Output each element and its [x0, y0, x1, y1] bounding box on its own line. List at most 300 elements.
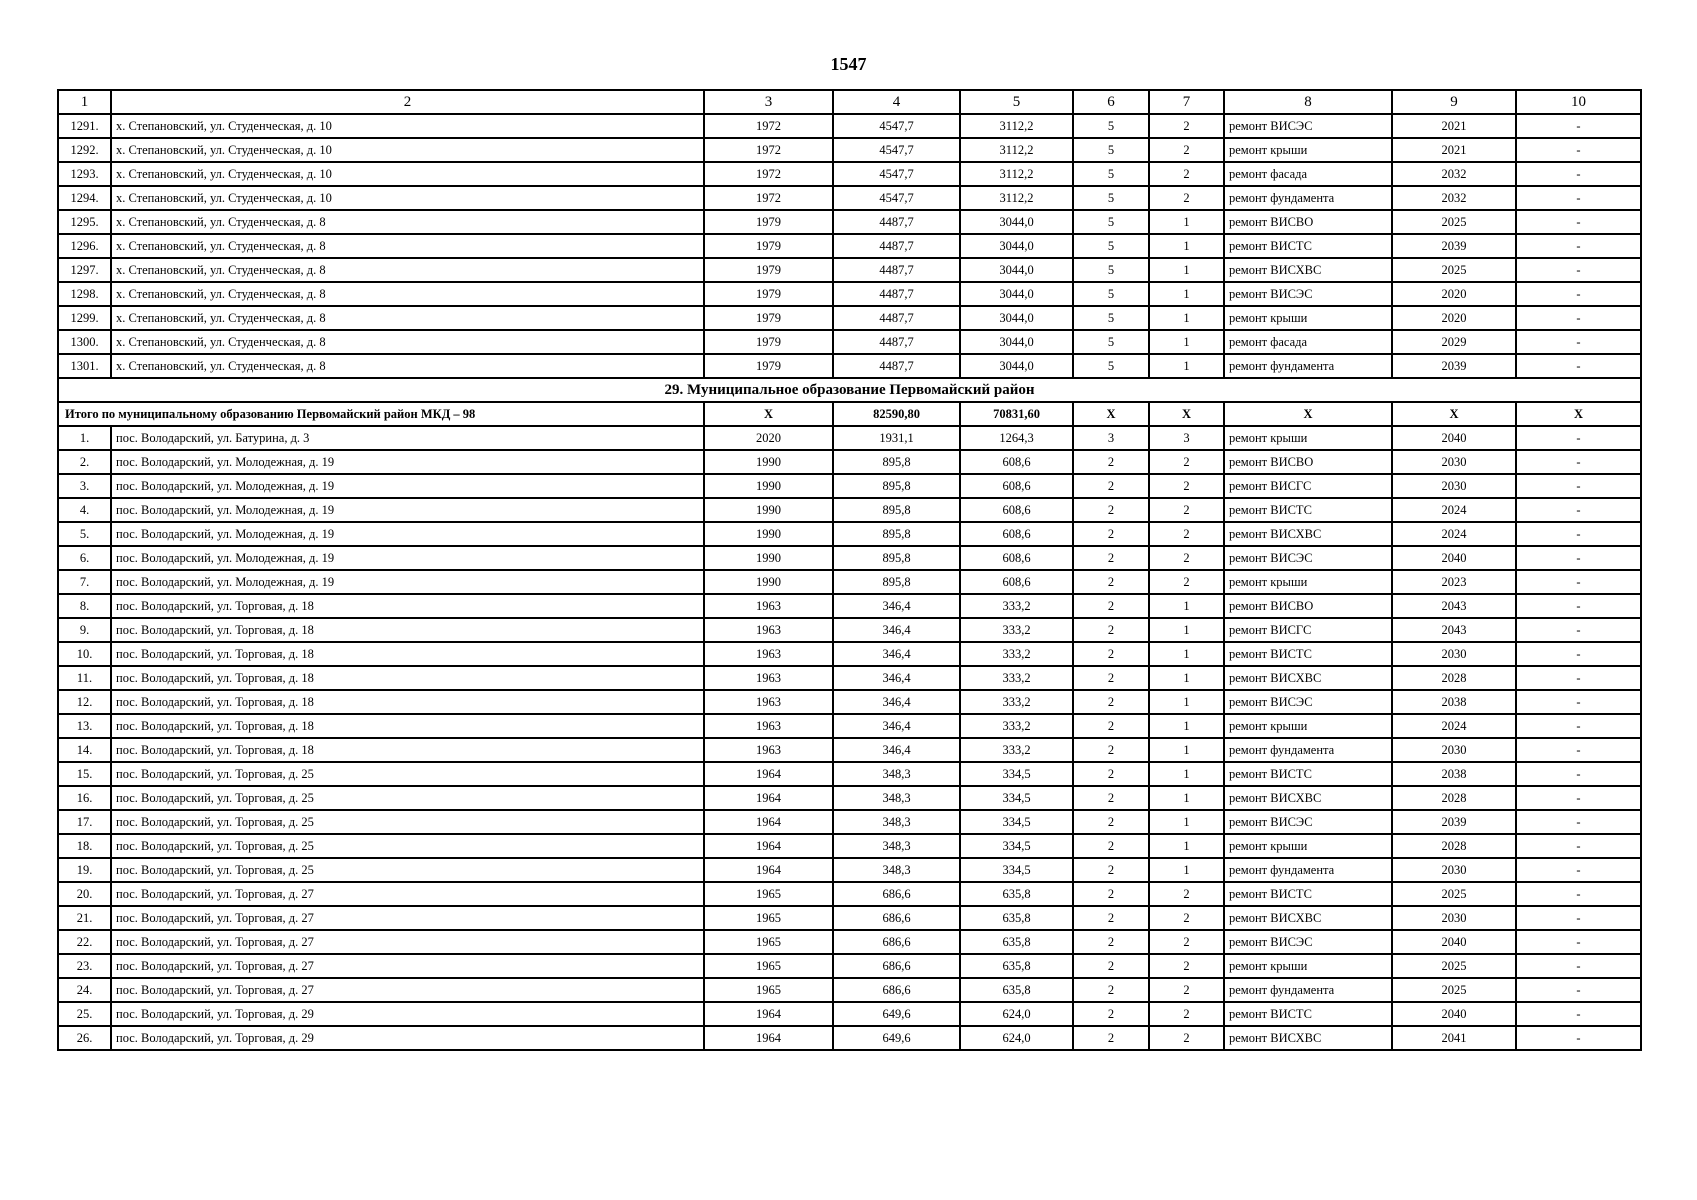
note-cell: - — [1516, 450, 1641, 474]
build-year-cell: 1965 — [704, 930, 833, 954]
note-cell: - — [1516, 162, 1641, 186]
note-cell: - — [1516, 186, 1641, 210]
col-header: 3 — [704, 90, 833, 114]
build-year-cell: 1979 — [704, 306, 833, 330]
work-type-cell: ремонт ВИСТС — [1224, 234, 1392, 258]
living-area-cell: 3044,0 — [960, 258, 1073, 282]
row-number-cell: 9. — [58, 618, 111, 642]
living-area-cell: 334,5 — [960, 762, 1073, 786]
planned-year-cell: 2024 — [1392, 714, 1516, 738]
total-label: Итого по муниципальному образованию Первомайский район МКД – 98 — [58, 402, 704, 426]
entrances-cell: 1 — [1149, 738, 1224, 762]
address-cell: пос. Володарский, ул. Торговая, д. 25 — [111, 834, 704, 858]
entrances-cell: 1 — [1149, 210, 1224, 234]
total-area-cell: 348,3 — [833, 786, 960, 810]
planned-year-cell: 2040 — [1392, 1002, 1516, 1026]
planned-year-cell: 2024 — [1392, 522, 1516, 546]
floors-cell: 5 — [1073, 306, 1149, 330]
floors-cell: 2 — [1073, 1026, 1149, 1050]
work-type-cell: ремонт ВИСТС — [1224, 1002, 1392, 1026]
row-number-cell: 14. — [58, 738, 111, 762]
floors-cell: 5 — [1073, 114, 1149, 138]
address-cell: пос. Володарский, ул. Торговая, д. 18 — [111, 714, 704, 738]
note-cell: - — [1516, 546, 1641, 570]
build-year-cell: 1979 — [704, 354, 833, 378]
entrances-cell: 1 — [1149, 714, 1224, 738]
table-row — [58, 882, 1641, 906]
living-area-cell: 608,6 — [960, 474, 1073, 498]
row-number-cell: 4. — [58, 498, 111, 522]
table-row — [58, 546, 1641, 570]
floors-cell: 2 — [1073, 978, 1149, 1002]
floors-cell: 3 — [1073, 426, 1149, 450]
living-area-cell: 608,6 — [960, 546, 1073, 570]
planned-year-cell: 2020 — [1392, 282, 1516, 306]
floors-cell: 5 — [1073, 258, 1149, 282]
living-area-cell: 333,2 — [960, 714, 1073, 738]
work-type-cell: ремонт ВИСХВС — [1224, 786, 1392, 810]
living-area-cell: 333,2 — [960, 690, 1073, 714]
planned-year-cell: 2030 — [1392, 642, 1516, 666]
table-row — [58, 186, 1641, 210]
planned-year-cell: 2029 — [1392, 330, 1516, 354]
living-area-cell: 3112,2 — [960, 114, 1073, 138]
work-type-cell: ремонт ВИСЭС — [1224, 114, 1392, 138]
note-cell: - — [1516, 426, 1641, 450]
floors-cell: 2 — [1073, 810, 1149, 834]
col-header: 9 — [1392, 90, 1516, 114]
build-year-cell: 1972 — [704, 114, 833, 138]
col-header: 8 — [1224, 90, 1392, 114]
build-year-cell: 1965 — [704, 978, 833, 1002]
total-area-cell: 346,4 — [833, 714, 960, 738]
entrances-cell: 2 — [1149, 162, 1224, 186]
row-number-cell: 23. — [58, 954, 111, 978]
work-type-cell: ремонт ВИСТС — [1224, 498, 1392, 522]
row-number-cell: 13. — [58, 714, 111, 738]
row-number-cell: 26. — [58, 1026, 111, 1050]
note-cell: - — [1516, 258, 1641, 282]
work-type-cell: ремонт фасада — [1224, 162, 1392, 186]
build-year-cell: 1979 — [704, 210, 833, 234]
living-area-cell: 3044,0 — [960, 354, 1073, 378]
address-cell: х. Степановский, ул. Студенческая, д. 8 — [111, 234, 704, 258]
work-type-cell: ремонт ВИСХВС — [1224, 1026, 1392, 1050]
entrances-cell: 1 — [1149, 810, 1224, 834]
row-number-cell: 16. — [58, 786, 111, 810]
build-year-cell: 1979 — [704, 258, 833, 282]
note-cell: - — [1516, 354, 1641, 378]
floors-cell: 5 — [1073, 138, 1149, 162]
work-type-cell: ремонт ВИСГС — [1224, 474, 1392, 498]
total-cell: X — [704, 402, 833, 426]
total-area-cell: 4547,7 — [833, 186, 960, 210]
address-cell: х. Степановский, ул. Студенческая, д. 8 — [111, 354, 704, 378]
total-cell: X — [1516, 402, 1641, 426]
note-cell: - — [1516, 282, 1641, 306]
entrances-cell: 2 — [1149, 450, 1224, 474]
living-area-cell: 334,5 — [960, 810, 1073, 834]
table-row — [58, 978, 1641, 1002]
living-area-cell: 635,8 — [960, 930, 1073, 954]
build-year-cell: 1990 — [704, 546, 833, 570]
col-header: 5 — [960, 90, 1073, 114]
total-area-cell: 895,8 — [833, 570, 960, 594]
table-row — [58, 570, 1641, 594]
total-area-cell: 4547,7 — [833, 114, 960, 138]
total-cell: X — [1149, 402, 1224, 426]
total-area-cell: 348,3 — [833, 858, 960, 882]
floors-cell: 2 — [1073, 642, 1149, 666]
entrances-cell: 1 — [1149, 690, 1224, 714]
build-year-cell: 1964 — [704, 858, 833, 882]
note-cell: - — [1516, 882, 1641, 906]
planned-year-cell: 2025 — [1392, 882, 1516, 906]
work-type-cell: ремонт ВИСЭС — [1224, 810, 1392, 834]
address-cell: пос. Володарский, ул. Торговая, д. 25 — [111, 786, 704, 810]
entrances-cell: 1 — [1149, 306, 1224, 330]
build-year-cell: 1964 — [704, 786, 833, 810]
row-number-cell: 1301. — [58, 354, 111, 378]
note-cell: - — [1516, 138, 1641, 162]
build-year-cell: 1972 — [704, 138, 833, 162]
table-row — [58, 1002, 1641, 1026]
total-area-cell: 686,6 — [833, 930, 960, 954]
work-type-cell: ремонт ВИСХВС — [1224, 666, 1392, 690]
row-number-cell: 24. — [58, 978, 111, 1002]
table-row — [58, 858, 1641, 882]
planned-year-cell: 2021 — [1392, 138, 1516, 162]
living-area-cell: 635,8 — [960, 882, 1073, 906]
entrances-cell: 2 — [1149, 1026, 1224, 1050]
total-area-cell: 4487,7 — [833, 306, 960, 330]
note-cell: - — [1516, 594, 1641, 618]
note-cell: - — [1516, 330, 1641, 354]
table-row — [58, 594, 1641, 618]
living-area-cell: 635,8 — [960, 906, 1073, 930]
note-cell: - — [1516, 306, 1641, 330]
address-cell: пос. Володарский, ул. Торговая, д. 27 — [111, 930, 704, 954]
living-area-cell: 333,2 — [960, 642, 1073, 666]
note-cell: - — [1516, 642, 1641, 666]
total-area-cell: 4487,7 — [833, 354, 960, 378]
work-type-cell: ремонт ВИСЭС — [1224, 282, 1392, 306]
address-cell: х. Степановский, ул. Студенческая, д. 10 — [111, 114, 704, 138]
total-area-cell: 1931,1 — [833, 426, 960, 450]
planned-year-cell: 2039 — [1392, 354, 1516, 378]
build-year-cell: 2020 — [704, 426, 833, 450]
work-type-cell: ремонт крыши — [1224, 306, 1392, 330]
work-type-cell: ремонт ВИСВО — [1224, 450, 1392, 474]
living-area-cell: 608,6 — [960, 498, 1073, 522]
table-row — [58, 930, 1641, 954]
planned-year-cell: 2038 — [1392, 762, 1516, 786]
entrances-cell: 1 — [1149, 858, 1224, 882]
floors-cell: 2 — [1073, 570, 1149, 594]
table-row — [58, 138, 1641, 162]
table-row — [58, 306, 1641, 330]
planned-year-cell: 2020 — [1392, 306, 1516, 330]
floors-cell: 2 — [1073, 450, 1149, 474]
work-type-cell: ремонт фасада — [1224, 330, 1392, 354]
address-cell: пос. Володарский, ул. Торговая, д. 29 — [111, 1026, 704, 1050]
note-cell: - — [1516, 234, 1641, 258]
build-year-cell: 1972 — [704, 186, 833, 210]
col-header: 7 — [1149, 90, 1224, 114]
note-cell: - — [1516, 810, 1641, 834]
build-year-cell: 1979 — [704, 282, 833, 306]
total-row — [58, 402, 1641, 426]
note-cell: - — [1516, 570, 1641, 594]
total-area-cell: 346,4 — [833, 690, 960, 714]
entrances-cell: 1 — [1149, 834, 1224, 858]
entrances-cell: 1 — [1149, 786, 1224, 810]
entrances-cell: 2 — [1149, 882, 1224, 906]
living-area-cell: 3112,2 — [960, 186, 1073, 210]
planned-year-cell: 2032 — [1392, 162, 1516, 186]
build-year-cell: 1963 — [704, 738, 833, 762]
living-area-cell: 3044,0 — [960, 306, 1073, 330]
table-row — [58, 258, 1641, 282]
row-number-cell: 5. — [58, 522, 111, 546]
floors-cell: 5 — [1073, 210, 1149, 234]
row-number-cell: 11. — [58, 666, 111, 690]
living-area-cell: 635,8 — [960, 954, 1073, 978]
address-cell: х. Степановский, ул. Студенческая, д. 8 — [111, 306, 704, 330]
total-area-cell: 686,6 — [833, 906, 960, 930]
floors-cell: 5 — [1073, 186, 1149, 210]
row-number-cell: 7. — [58, 570, 111, 594]
build-year-cell: 1965 — [704, 954, 833, 978]
planned-year-cell: 2025 — [1392, 978, 1516, 1002]
table-row — [58, 618, 1641, 642]
address-cell: пос. Володарский, ул. Молодежная, д. 19 — [111, 498, 704, 522]
row-number-cell: 17. — [58, 810, 111, 834]
work-type-cell: ремонт ВИСЭС — [1224, 930, 1392, 954]
row-number-cell: 10. — [58, 642, 111, 666]
living-area-cell: 3044,0 — [960, 282, 1073, 306]
total-area-cell: 895,8 — [833, 546, 960, 570]
work-type-cell: ремонт ВИСХВС — [1224, 906, 1392, 930]
note-cell: - — [1516, 954, 1641, 978]
build-year-cell: 1979 — [704, 234, 833, 258]
build-year-cell: 1964 — [704, 1002, 833, 1026]
build-year-cell: 1964 — [704, 1026, 833, 1050]
address-cell: пос. Володарский, ул. Торговая, д. 27 — [111, 954, 704, 978]
total-area-cell: 649,6 — [833, 1002, 960, 1026]
entrances-cell: 2 — [1149, 546, 1224, 570]
floors-cell: 5 — [1073, 330, 1149, 354]
build-year-cell: 1990 — [704, 450, 833, 474]
living-area-cell: 624,0 — [960, 1002, 1073, 1026]
address-cell: пос. Володарский, ул. Торговая, д. 18 — [111, 666, 704, 690]
row-number-cell: 1291. — [58, 114, 111, 138]
rows-before-section — [58, 114, 1641, 378]
table-row — [58, 474, 1641, 498]
row-number-cell: 22. — [58, 930, 111, 954]
table-row — [58, 786, 1641, 810]
col-header: 4 — [833, 90, 960, 114]
table-row — [58, 282, 1641, 306]
build-year-cell: 1965 — [704, 882, 833, 906]
floors-cell: 2 — [1073, 858, 1149, 882]
build-year-cell: 1963 — [704, 618, 833, 642]
planned-year-cell: 2023 — [1392, 570, 1516, 594]
note-cell: - — [1516, 978, 1641, 1002]
living-area-cell: 3112,2 — [960, 138, 1073, 162]
address-cell: пос. Володарский, ул. Торговая, д. 18 — [111, 594, 704, 618]
planned-year-cell: 2030 — [1392, 474, 1516, 498]
build-year-cell: 1979 — [704, 330, 833, 354]
work-type-cell: ремонт ВИСВО — [1224, 594, 1392, 618]
row-number-cell: 6. — [58, 546, 111, 570]
note-cell: - — [1516, 690, 1641, 714]
row-number-cell: 1296. — [58, 234, 111, 258]
work-type-cell: ремонт крыши — [1224, 426, 1392, 450]
planned-year-cell: 2040 — [1392, 930, 1516, 954]
row-number-cell: 25. — [58, 1002, 111, 1026]
floors-cell: 2 — [1073, 618, 1149, 642]
note-cell: - — [1516, 762, 1641, 786]
work-type-cell: ремонт ВИСГС — [1224, 618, 1392, 642]
table-row — [58, 738, 1641, 762]
floors-cell: 2 — [1073, 1002, 1149, 1026]
table-row — [58, 450, 1641, 474]
living-area-cell: 624,0 — [960, 1026, 1073, 1050]
rows-after-section — [58, 426, 1641, 1050]
table-row — [58, 642, 1641, 666]
row-number-cell: 1297. — [58, 258, 111, 282]
build-year-cell: 1990 — [704, 474, 833, 498]
address-cell: пос. Володарский, ул. Торговая, д. 18 — [111, 618, 704, 642]
build-year-cell: 1990 — [704, 498, 833, 522]
living-area-cell: 608,6 — [960, 522, 1073, 546]
entrances-cell: 1 — [1149, 642, 1224, 666]
section-heading-row — [58, 378, 1641, 402]
table-row — [58, 714, 1641, 738]
living-area-cell: 334,5 — [960, 858, 1073, 882]
entrances-cell: 1 — [1149, 618, 1224, 642]
row-number-cell: 1293. — [58, 162, 111, 186]
planned-year-cell: 2024 — [1392, 498, 1516, 522]
floors-cell: 2 — [1073, 690, 1149, 714]
total-area-cell: 348,3 — [833, 762, 960, 786]
address-cell: х. Степановский, ул. Студенческая, д. 8 — [111, 258, 704, 282]
table-row — [58, 1026, 1641, 1050]
entrances-cell: 2 — [1149, 474, 1224, 498]
row-number-cell: 8. — [58, 594, 111, 618]
build-year-cell: 1963 — [704, 714, 833, 738]
entrances-cell: 2 — [1149, 138, 1224, 162]
address-cell: пос. Володарский, ул. Молодежная, д. 19 — [111, 522, 704, 546]
row-number-cell: 1300. — [58, 330, 111, 354]
row-number-cell: 1295. — [58, 210, 111, 234]
total-area-cell: 4487,7 — [833, 330, 960, 354]
living-area-cell: 333,2 — [960, 618, 1073, 642]
total-area-cell: 4487,7 — [833, 258, 960, 282]
table-row — [58, 354, 1641, 378]
table-row — [58, 690, 1641, 714]
col-header: 2 — [111, 90, 704, 114]
table-row — [58, 114, 1641, 138]
planned-year-cell: 2040 — [1392, 426, 1516, 450]
total-cell: 82590,80 — [833, 402, 960, 426]
living-area-cell: 1264,3 — [960, 426, 1073, 450]
table-row — [58, 762, 1641, 786]
planned-year-cell: 2032 — [1392, 186, 1516, 210]
housing-repair-table — [57, 89, 1642, 1051]
total-area-cell: 346,4 — [833, 642, 960, 666]
address-cell: х. Степановский, ул. Студенческая, д. 10 — [111, 186, 704, 210]
row-number-cell: 1292. — [58, 138, 111, 162]
living-area-cell: 334,5 — [960, 786, 1073, 810]
total-cell: X — [1073, 402, 1149, 426]
table-row — [58, 954, 1641, 978]
work-type-cell: ремонт ВИСТС — [1224, 882, 1392, 906]
work-type-cell: ремонт ВИСВО — [1224, 210, 1392, 234]
total-area-cell: 4487,7 — [833, 234, 960, 258]
floors-cell: 2 — [1073, 738, 1149, 762]
row-number-cell: 20. — [58, 882, 111, 906]
build-year-cell: 1963 — [704, 666, 833, 690]
row-number-cell: 3. — [58, 474, 111, 498]
planned-year-cell: 2043 — [1392, 594, 1516, 618]
work-type-cell: ремонт ВИСТС — [1224, 642, 1392, 666]
total-area-cell: 346,4 — [833, 594, 960, 618]
planned-year-cell: 2025 — [1392, 954, 1516, 978]
entrances-cell: 2 — [1149, 522, 1224, 546]
build-year-cell: 1963 — [704, 690, 833, 714]
floors-cell: 2 — [1073, 786, 1149, 810]
table-row — [58, 498, 1641, 522]
build-year-cell: 1990 — [704, 570, 833, 594]
note-cell: - — [1516, 906, 1641, 930]
table-row — [58, 162, 1641, 186]
total-area-cell: 348,3 — [833, 810, 960, 834]
total-area-cell: 348,3 — [833, 834, 960, 858]
build-year-cell: 1965 — [704, 906, 833, 930]
row-number-cell: 2. — [58, 450, 111, 474]
floors-cell: 2 — [1073, 474, 1149, 498]
work-type-cell: ремонт крыши — [1224, 834, 1392, 858]
note-cell: - — [1516, 786, 1641, 810]
planned-year-cell: 2028 — [1392, 834, 1516, 858]
entrances-cell: 1 — [1149, 330, 1224, 354]
entrances-cell: 2 — [1149, 930, 1224, 954]
address-cell: пос. Володарский, ул. Торговая, д. 25 — [111, 762, 704, 786]
row-number-cell: 1299. — [58, 306, 111, 330]
page-number: 1547 — [830, 54, 867, 74]
table-row — [58, 330, 1641, 354]
note-cell: - — [1516, 618, 1641, 642]
total-cell: X — [1224, 402, 1392, 426]
build-year-cell: 1972 — [704, 162, 833, 186]
floors-cell: 5 — [1073, 354, 1149, 378]
note-cell: - — [1516, 666, 1641, 690]
table-row — [58, 906, 1641, 930]
build-year-cell: 1964 — [704, 834, 833, 858]
total-area-cell: 4547,7 — [833, 162, 960, 186]
entrances-cell: 1 — [1149, 282, 1224, 306]
total-area-cell: 686,6 — [833, 954, 960, 978]
row-number-cell: 1294. — [58, 186, 111, 210]
col-header: 10 — [1516, 90, 1641, 114]
total-area-cell: 4487,7 — [833, 210, 960, 234]
planned-year-cell: 2030 — [1392, 858, 1516, 882]
note-cell: - — [1516, 1002, 1641, 1026]
table-row — [58, 426, 1641, 450]
planned-year-cell: 2030 — [1392, 738, 1516, 762]
